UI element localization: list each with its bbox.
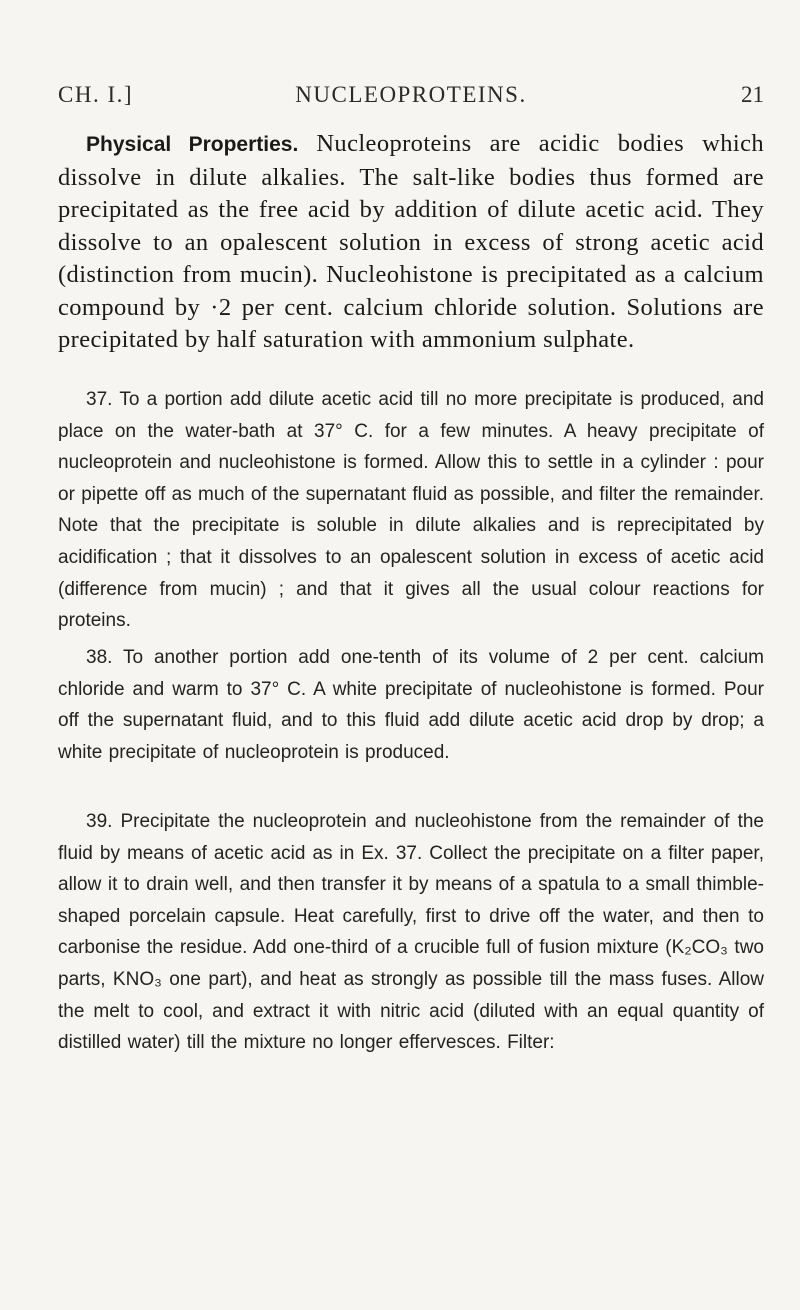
experiment-text: Precipitate the nucleoprotein and nucleohistone from the remainder of the fluid by means of acetic acid as in Ex. 37. Collect the precipitate on a filter paper, allow it to drain well, and then transfer it by means of a spatula to a small thimble-shaped porcelain capsule. Heat carefully, first to drive off the water, and then to carbonise the residue. Add one-third of a crucible full of fusion mixture (K₂CO₃ two parts, KNO₃ one part), and heat as strongly as possible till the mass fuses. Allow the melt to cool, and extract it with nitric acid (diluted with an equal quantity of distilled water) till the mixture no longer effervesces. Filter: (58, 811, 764, 1054)
running-title: NUCLEOPROTEINS. (295, 82, 527, 107)
running-head (58, 82, 764, 114)
experiment-number: 38. (86, 647, 113, 668)
page-number: 21 (741, 82, 764, 107)
experiment-38 (58, 642, 764, 768)
experiment-number: 39. (86, 811, 113, 832)
section-text: Nucleoproteins are acidic bodies which dissolve in dilute alkalies. The salt-like bodies thus formed are precipitated as the free acid by addition of dilute acetic acid. They dissolve to an opalescent solution in excess of strong acetic acid (distinction from mucin). Nucleohistone is precipitated as a calcium compound by ·2 per cent. calcium chloride solution. Solutions are precipitated by half saturation with ammonium sulphate. (58, 130, 764, 353)
experiment-text: To another portion add one-tenth of its volume of 2 per cent. calcium chloride and warm to 37° C. A white precipitate of nucleohistone is formed. Pour off the supernatant fluid, and to this fluid add dilute acetic acid drop by drop; a white precipitate of nucleoprotein is produced. (58, 647, 764, 763)
experiment-39 (58, 806, 764, 1059)
chapter-marker: CH. I.] (58, 82, 134, 107)
experiment-37 (58, 384, 764, 637)
experiment-number: 37. (86, 389, 113, 410)
experiment-text: To a portion add dilute acetic acid till no more precipitate is produced, and place on the water-bath at 37° C. for a few minutes. A heavy precipitate of nucleoprotein and nucleohistone is formed. Allow this to settle in a cylinder : pour or pipette off as much of the supernatant fluid as possible, and filter the remainder. Note that the precipitate is soluble in dilute alkalies and is reprecipitated by acidification ; that it dissolves to an opalescent solution in excess of acetic acid (difference from mucin) ; and that it gives all the usual colour reactions for proteins. (58, 389, 765, 632)
page-body (58, 128, 765, 1054)
physical-properties-paragraph (58, 128, 764, 357)
section-heading: Physical Properties. (86, 133, 299, 156)
